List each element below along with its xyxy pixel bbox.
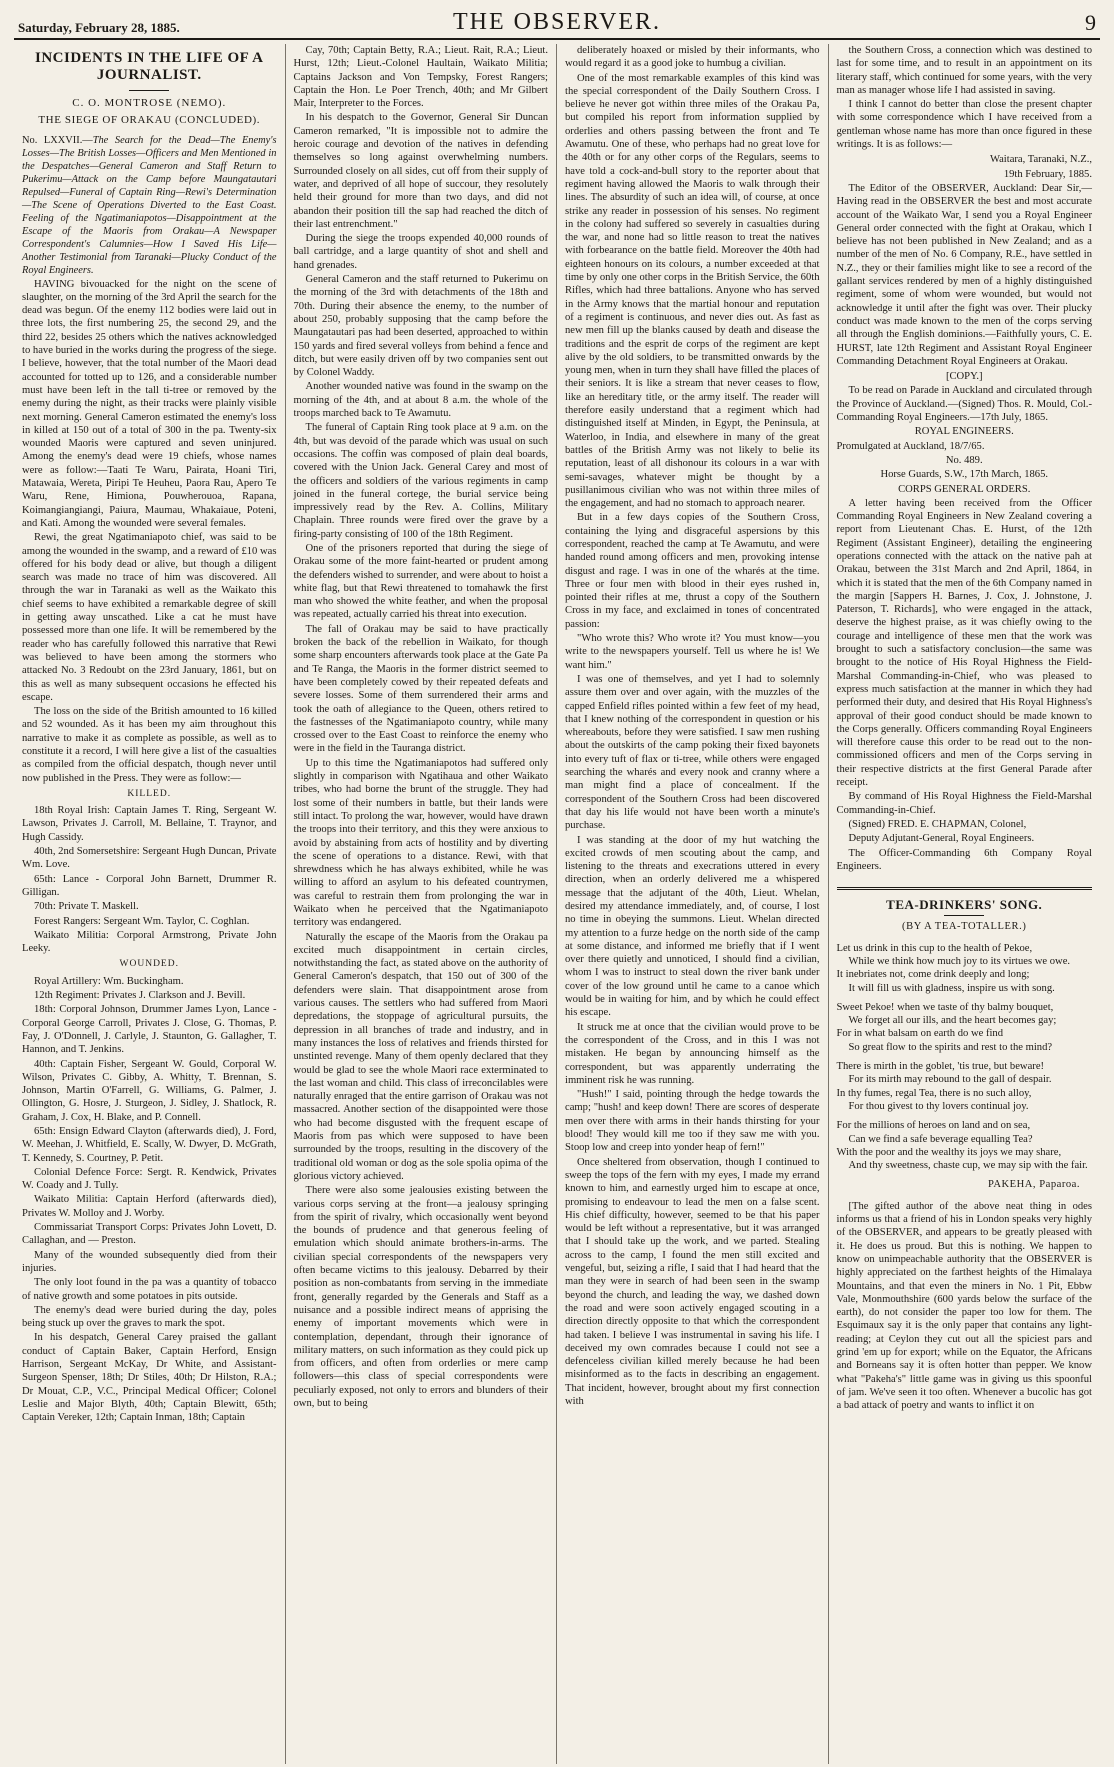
column-3-body — [565, 44, 820, 1408]
column-1 — [14, 44, 286, 1764]
casualty-entry: 40th, 2nd Somersetshire: Sergeant Hugh Duncan, Private Wm. Love. — [22, 846, 277, 871]
poem-stanza — [837, 1119, 1093, 1172]
copy-label: [COPY.] — [945, 371, 983, 383]
paragraph: Many of the wounded subsequently died from their injuries. — [22, 1249, 277, 1274]
casualty-entry: 12th Regiment: Privates J. Clarkson and J. Bevill. — [34, 990, 246, 1002]
poem-stanza — [837, 942, 1093, 995]
issue-date: Saturday, February 28, 1885. — [18, 20, 180, 35]
casualty-entry: 18th: Corporal Johnson, Drummer James Lyon, Lance - Corporal George Carroll, Privates J. Close, G. Thomas, P. Fay, J. O'Donnell, J. Carlyle, J. Staunton, G. Gallagher, T. Hannon, and T. Jenkins. — [22, 1004, 277, 1056]
chapter-number: No. LXXVII.— — [22, 134, 93, 146]
poem-body — [837, 942, 1093, 1173]
poem-line: Let us drink in this cup to the health of Pekoe, — [836, 942, 1033, 954]
casualty-entry: Waikato Militia: Captain Herford (afterwards died), Privates W. Molloy and J. Worby. — [22, 1194, 277, 1219]
copy-number: No. 489. — [945, 454, 983, 466]
article-byline: C. O. MONTROSE (NEMO). — [72, 97, 227, 109]
casualty-entry: Colonial Defence Force: Sergt. R. Kendwick, Privates W. Coady and J. Tully. — [22, 1166, 277, 1192]
paragraph: the Southern Cross, a connection which was destined to last for some time, and to result in an appointment on its literary staff, which continued for some years, with the very man as manager whose life I had assisted in saving. — [836, 45, 1092, 96]
column-2-body — [294, 44, 549, 1410]
casualty-entry: Royal Artillery: Wm. Buckingham. — [34, 975, 184, 987]
copy-intro: To be read on Parade in Auckland and circulated through the Province of Auckland.—(Signed) Thos. R. Mould, Col.-Commanding Royal Engineers.—17th July, 1865. — [836, 385, 1092, 424]
paragraph: During the siege the troops expended 40,000 rounds of ball cartridge, and a large quantity of shot and shell and hand grenades. — [293, 233, 548, 271]
paragraph: "Who wrote this? Who wrote it? You must know—you write to the newspapers yourself. Tell us where he is! We want him." — [565, 633, 820, 671]
poem-line: For its mirth may rebound to the gall of despair. — [848, 1074, 1052, 1086]
paragraph: General Cameron and the staff returned to Pukerimu on the morning of the 3rd with detachments of the 18th and 70th. During their absence the enemy, to the number of about 250, probably supposing that the camp before the Maungatautari pas had been deserted, approached to within 150 yards and fired several volleys from behind a fence and ditch, but were easily driven off by two companies sent out by Colonel Waddy. — [293, 274, 548, 379]
paragraph: Once sheltered from observation, though I continued to sweep the tops of the fern with my eyes, I made my errand known to him, and earnestly urged him to escape at once, promising to endeavour to lead the men on a false scent. His chief difficulty, however, seemed to be that his paper would be left without a representative, but it was arranged that I should take up the work, and we parted. Stealing across to the camp, I found the men still excited and vengeful, but, seizing a rifle, I said that I had heard that the man they were in search of had been seen in the swamp beyond the church, and leading the way, we dashed down the road and were soon actively engaged scouting in a direction directly opposite to that which the correspondent had taken. I believe I was instrumental in saving his life. I deceived my own comrades because I could not see a defenceless civilian killed merely because he had been misinformed as to the facts in describing an engagement. That incident, however, brought about my first connection with — [565, 1156, 820, 1407]
paragraph: The fall of Orakau may be said to have practically broken the back of the rebellion in Waikato, for though some sharp encounters afterwards took place at the Gate Pa and Te Ranga, the Maoris in the former district seemed to have been completely cowed by their repeated defeats and severe losses. Some of them surrendered their arms and took the oath of allegiance to the Queen, others retired to the fastnesses of the Ngatimaniapoto country, while many crossed over to the East Coast to reinforce the enemy who were in the field in the Tauranga district. — [293, 623, 548, 755]
paragraph: Another wounded native was found in the swamp on the morning of the 4th, and at about 8 a.m. the whole of the troops marched back to Te Awamutu. — [293, 381, 548, 420]
poem-rule — [944, 915, 984, 916]
column-1-body — [22, 278, 277, 785]
wounded-list — [22, 975, 277, 1248]
paragraph: One of the prisoners reported that during the siege of Orakau some of the more faint-hearted or prudent among the defenders wished to surrender, and were about to hoist a white flag, but that Rewi threatened to tomahawk the first man who showed the white feather, and when the proposal was repeated, actually carried his threat into execution. — [293, 542, 548, 621]
paragraph: The only loot found in the pa was a quantity of tobacco of native growth and some potatoes in pits outside. — [22, 1277, 277, 1302]
page-number: 9 — [1085, 10, 1096, 35]
letter-body: The Editor of the OBSERVER, Auckland: Dear Sir,—Having read in the OBSERVER the best and most accurate account of the Waikato War, I send you a Royal Engineer General order connected with the fight at Orakau, which I believe has not been published in New Zealand; and as a number of the men of No. 6 Company, R.E., have settled in N.Z., they or their families might like to see a record of the gallant services rendered by men of a highly distinguished regiment, some of whom were wounded, but would not acknowledge it until after the fight was over. Their plucky conduct was made known to the men of the corps serving all through the English dominions.—Faithfully yours, C. E. HURST, late 12th Regiment and Assistant Royal Engineer Commanding Detachment Royal Engineers at Orakau. — [836, 182, 1092, 367]
casualty-entry: 65th: Lance - Corporal John Barnett, Drummer R. Gilligan. — [22, 873, 277, 898]
letter-date: 19th February, 1885. — [1003, 168, 1092, 180]
column-1-end — [22, 1249, 277, 1425]
column-4-body — [837, 44, 1093, 151]
copy-by-command: By command of His Royal Highness the Field-Marshal Commanding-in-Chief. — [836, 791, 1092, 816]
poem-line: There is mirth in the goblet, 'tis true, but beware! — [836, 1061, 1045, 1073]
copy-body: A letter having been received from the Officer Commanding Royal Engineers in New Zealand covering a report from Lieutenant Chas. E. Hurst, of the 12th Regiment (Assistant Engineer), detailing the engineering operations connected with the attack on the native pah at Orakau, between the 31st March and 2nd April, 1864, in which it is stated that the men of the 6th Company named in the margin [Sappers H. Barnes, J. Cox, J. Johnstone, J. Paterson, T. Richards], who were engaged in the attack, deserve the highest praise, as it was chiefly owing to the courage and intelligence of these men that the work was brought to such a satisfactory conclusion—the same was brought to the notice of His Royal Highness the Field-Marshal Commanding-in-Chief, who was pleased to express much satisfaction at the manner in which they had performed their duty, and desired that His Royal Highness's approval of their good conduct should be made known to the Corps generally. Officers commanding Royal Engineers will therefore cause this order to be read out to the non-commissioned officers and men of the Corps serving in their respective districts at the first General Parade after receipt. — [836, 497, 1092, 789]
poem-line: While we think how much joy to its virtues we owe. — [848, 956, 1071, 967]
paragraph: One of the most remarkable examples of this kind was the special correspondent of the Daily Southern Cross. I believe he never got within three miles of the Orakau Pa, but compiled his report from information supplied by orderlies and others passing between the front and Te Awamutu. One of these, who perhaps had no great love for the 40th or for any other corps of the Regulars, seems to have told a cock-and-bull story to the reporter about that regiment having allowed the Maoris to walk through their lines. The absurdity of such an idea will, of course, at once strike any reader in possession of his senses. No regiment in the colony had suffered so severely in casualties during the war, and none had so little reason to treat the natives with forbearance on the battle field. Moreover the 40th had eighteen honours on its colours, a number exceeded at that time by only one other corps in the British Service, the 60th Rifles, which had three battalions. Anyone who has served in the Army knows that the martial honour and reputation of a regiment is continuous, and never dies out. As fast as new men fill up the blanks caused by death and disease the traditions and the esprit de corps of the regiment are kept alive by the old soldiers, to be transmitted onwards by the young men, when in turn they shall have filled the places of their seniors. It is like a stream that never ceases to flow, like an hereditary title, or the army itself. The reader will therefore easily understand that a regiment which had distinguished itself at Minden, in Egypt, the Peninsula, at Waterloo, in India, and elsewhere in many of the great battles of the British Army was not likely to belie its reputation, least of all dishonour its colours in a war with semi-savages, whatever might be thought by a pusillanimous civilian who was not within three miles of the engagement, and had no stomach to approach nearer. — [565, 72, 820, 510]
paragraph: HAVING bivouacked for the night on the scene of slaughter, on the morning of the 3rd April the search for the dead was begun. Of the enemy 112 bodies were laid out in three lots, the first numbering 25, the second 29, and the third 22, besides 25 others which the natives acknowledged to have buried in the works during the progress of the siege. I believe, however, that the total number of the Maori dead accounted for totted up to 126, and a considerable number must have been left in the tall ti-tree or removed by the enemy during the night, as their tracks were plainly visible next morning. General Cameron estimated the enemy's loss in killed at 150 out of a total of 300 in the pa. Twenty-six wounded Maoris were captured and seven uninjured. Among the enemy's dead were 19 chiefs, whose names were as follow:—Taati Te Waru, Pairata, Hoani Tiri, Matawaia, Wereta, Piripi Te Heuheu, Paora Rau, Apero Te Waru, Rene, Himiona, Pouwherouoa, Rapana, Koimangiangiangi, Paiura, Maumau, Whakaiaue, Poteni, and Kati. Among the wounded were several females. — [22, 278, 277, 529]
paragraph: The loss on the side of the British amounted to 16 killed and 52 wounded. As it has been my aim throughout this narrative to make it as complete as possible, as well as to constitute it a record, I will here give a list of the casualties as compiled from the official despatch, though never until now published in the Press. They were as follow:— — [22, 706, 277, 784]
paragraph: deliberately hoaxed or misled by their informants, who would regard it as a good joke to humbug a civilian. — [565, 45, 820, 70]
poem-line: Sweet Pekoe! when we taste of thy balmy bouquet, — [836, 1001, 1054, 1013]
column-4 — [829, 44, 1101, 1764]
editor-note: [The gifted author of the above neat thing in odes informs us that a friend of his in London speaks very highly of the OBSERVER, and appears to be greatly pleased with it. He does us proud. But this is nothing. We happen to know on unimpeachable authority that the OBSERVER is highly appreciated on the farthest heights of the Himalaya Mountains, and that even the miners in No. 1 Pit, Ebbw Vale, Monmouthshire (600 yards below the surface of the earth), do not consider the paper too low for them. The Esquimaux say it is the only paper that contains any light-reading; at Ceylon they cut out all the spiciest pars and grind 'em up for export; while on the Equator, the Africans and Borneans say it is often hotter than pepper. We know what "Pakeha's" little game was in giving us this spoonful of jam. We've seen it too often. Whenever a bucolic has got a bad attack of poetry and wants to inflict it on — [836, 1200, 1092, 1412]
poem-line: It inebriates not, come drink deeply and long; — [836, 969, 1030, 981]
copy-horse-guards: Horse Guards, S.W., 17th March, 1865. — [880, 469, 1049, 481]
casualty-entry: Waikato Militia: Corporal Armstrong, Private John Leeky. — [22, 929, 277, 955]
poem-line: For the millions of heroes on land and on sea, — [836, 1120, 1031, 1132]
casualty-entry: Forest Rangers: Sergeant Wm. Taylor, C. Coghlan. — [34, 915, 250, 927]
paragraph: Up to this time the Ngatimaniapotos had suffered only slightly in comparison with Ngatihaua and other Waikato tribes, who had borne the brunt of the struggle. They had lost some of their numbers in battle, but their lands were still intact. To prolong the war, however, would have drawn the troops into their territory, and this they were anxious to avoid by abstaining from acts of hostility and by diverting the scene of operations to a distance. Rewi, with that shrewdness which he has always exhibited, while he was willing to afford an asylum to his defeated countrymen, was careful to restrain them from prolonging the war in Waikato when he perceived that the Ngatimaniapoto territory was endangered. — [293, 757, 548, 929]
paragraph: The funeral of Captain Ring took place at 9 a.m. on the 4th, but was devoid of the parade which was usual on such occasions. The coffin was composed of plain deal boards, covered with the Union Jack. General Carey and most of the officers and soldiers of the various regiments in camp joined in the funeral cortege, the burial service being impressively read by the Rev. A. Collins, Military Chaplain. Three rounds were fired over the grave by a firing-party consisting of 100 of the 18th Regiment. — [293, 422, 548, 540]
poem-title: TEA-DRINKERS' SONG. — [837, 887, 1093, 911]
copy-orders-head: CORPS GENERAL ORDERS. — [898, 483, 1031, 495]
killed-heading: KILLED. — [127, 788, 172, 799]
letter — [837, 153, 1093, 368]
column-3 — [557, 44, 829, 1764]
chapter-summary-text: The Search for the Dead—The Enemy's Losses—The British Losses—Officers and Men Mentioned in the Despatches—General Cameron and Staff Return to Pukerimu—Attack on the Camp before Maungatautari Repulsed—Funeral of Captain Ring—Rewi's Determination—The Scene of Operations Diverted to the East Coast. Feeling of the Ngatimaniapotos—Disappointment at the Escape of the Maoris from Orakau—A Newspaper Correspondent's Calumnies—How I Saved His Life—Another Testimonial from Taranaki—Plucky Conduct of the Royal Engineers. — [22, 134, 277, 276]
section-heading: THE SIEGE OF ORAKAU (CONCLUDED). — [38, 114, 261, 127]
chapter-summary — [22, 134, 277, 277]
copy-re: ROYAL ENGINEERS. — [914, 426, 1014, 438]
paragraph: In his despatch to the Governor, General Sir Duncan Cameron remarked, "It is impossible not to admire the heroic courage and devotion of the natives in defending themselves so long against overwhelming numbers. Surrounded closely on all sides, cut off from their supply of water, and deprived of all hope of succour, they resolutely held their ground for more than two days, and did not abandon their position till the sap had reached the ditch of their last entrenchment." — [293, 112, 548, 230]
poem-line: And thy sweetness, chaste cup, we may sip with the fair. — [848, 1160, 1088, 1172]
poem-line: For in what balsam on earth do we find — [836, 1028, 1004, 1040]
copy-promulgated: Promulgated at Auckland, 18/7/65. — [836, 440, 985, 452]
wounded-heading: WOUNDED. — [119, 959, 179, 970]
poem-byline: (BY A TEA-TOTALLER.) — [902, 921, 1027, 933]
casualty-entry: 40th: Captain Fisher, Sergeant W. Gould, Corporal W. Wilson, Privates C. Gibby, A. Whitty, T. Brennan, S. Johnson, Martin O'Farrell, G. Williams, G. Palmer, J. Ollington, G. Hosre, J. Sturgeon, J. Sidley, J. Shatlock, R. Graham, J. Cox, H. Blake, and P. Connell. — [22, 1058, 277, 1123]
poem-line: With the poor and the wealthy its joys we may share, — [836, 1146, 1062, 1158]
casualty-entry: 18th Royal Irish: Captain James T. Ring, Sergeant W. Lawson, Privates J. Carroll, M. Bellaine, T. Traynor, and Hugh Cassidy. — [22, 805, 277, 843]
title-rule — [129, 90, 169, 91]
poem-stanza — [837, 1060, 1093, 1113]
paragraph: It struck me at once that the civilian would prove to be the correspondent of the Cross, and in this I was not mistaken. He began by announcing himself as the correspondent, but was apparently underrating the imminent risk he was running. — [565, 1021, 820, 1086]
columns — [14, 44, 1100, 1764]
copy-officer: The Officer-Commanding 6th Company Royal Engineers. — [836, 847, 1092, 872]
paragraph: I was one of themselves, and yet I had to solemnly assure them over and over again, with the muzzles of the capped Enfield rifles pointed within a few feet of my head, that I knew nothing of the correspondent in question or his whereabouts, before they were satisfied. I saw men rushing about the outskirts of the camp poking their fixed bayonets into every tuft of flax or ti-tree, while others were engaged searching the wharés and every nook and cranny where a man might find a place of concealment. If the correspondent of the Southern Cross had been discovered that day his life would not have been worth a minute's purchase. — [565, 673, 820, 832]
poem-line: So great flow to the spirits and rest to the mind? — [848, 1041, 1053, 1053]
poem-stanza — [837, 1001, 1093, 1054]
paragraph: There were also some jealousies existing between the various corps serving at the front—a jealousy springing from the spirit of rivalry, which occasionally went beyond the bounds of prudence and that generous feeling of emulation which should animate brothers-in-arms. The civilian special correspondents of the newspapers very often became victims to this jealousy. Debarred by their position as non-combatants from serving in the immediate front, generally regarded by the Generals and Staff as a nuisance and a possible indirect means of apprising the enemy of important movements which were in contemplation, dependant, through their ignorance of military matters, on such information as they could pick up from officers, and often from orderlies or mere camp followers—this class of special correspondents were peculiarly exposed, not only to errors and blunders of their own, but to being — [293, 1185, 548, 1409]
article-title: INCIDENTS IN THE LIFE OF A JOURNALIST. — [35, 50, 264, 83]
paragraph: The enemy's dead were buried during the day, poles being stuck up over the graves to mark the spot. — [22, 1304, 277, 1330]
poem-line: For thou givest to thy lovers continual joy. — [848, 1100, 1029, 1112]
casualty-entry: 70th: Private T. Maskell. — [34, 901, 139, 913]
casualty-entry: 65th: Ensign Edward Clayton (afterwards died), J. Ford, W. Meehan, J. Whitfield, E. Scally, W. Dwyer, D. McGrath, T. Kennedy, S. Courtney, P. Petit. — [22, 1126, 277, 1164]
poem-line: In thy fumes, regal Tea, there is no such alloy, — [836, 1087, 1032, 1099]
paragraph: "Hush!" I said, pointing through the hedge towards the camp; "hush! and keep down! There are scores of desperate men over there with arms in their hands thirsting for your blood! They would kill me too if they saw me with you. Stoop low and creep into yonder heap of fern!" — [565, 1089, 820, 1154]
poem-line: Can we find a safe beverage equalling Tea? — [848, 1133, 1033, 1145]
letter-place: Waitara, Taranaki, N.Z., — [989, 154, 1092, 166]
paragraph: Cay, 70th; Captain Betty, R.A.; Lieut. Rait, R.A.; Lieut. Hurst, 12th; Lieut.-Colonel Haultain, Waikato Militia; Captains Jackson and Von Tempsky, Forest Rangers; Captain the Hon. Le Poer Trench, 40th; and Mr Gilbert Mair, Interpreter to the Forces. — [293, 45, 548, 110]
paragraph: I was standing at the door of my hut watching the excited crowds of men scouting about the camp, and listening to the threats and execrations uttered in every direction, when an orderly delivered me a whispered message that the adjutant of the 40th, Lieut. Whelan, desired my attendance immediately, and, of course, I lost no time in obeying the summons. Lieut. Whelan directed my attention to a furze hedge on the north side of the camp at some distance, and informed me briefly that if I went over there quietly and unnoticed, I should find a civilian, whom I was to instruct to steal down the river bank under cover of the low ground until he came to a canoe which would be in waiting for him, and by which he could effect his escape. — [565, 834, 820, 1019]
poem-line: We forget all our ills, and the heart becomes gay; — [848, 1015, 1057, 1027]
copy-signed: (Signed) FRED. E. CHAPMAN, Colonel, — [848, 818, 1027, 830]
poem-line: It will fill us with gladness, inspire us with song. — [848, 982, 1055, 994]
paragraph: But in a few days copies of the Southern Cross, containing the lying and disgraceful aspersions by this correspondent, reached the camp at Te Awamutu, and were handed round among officers and men, provoking intense disgust and rage. I was in one of the wharés at the time. Three or four men with blood in their eyes rushed in, pointed their rifles at me, thrust a copy of the Southern Cross in my face, and exclaimed in tones of concentrated passion: — [565, 512, 820, 630]
copy-deputy: Deputy Adjutant-General, Royal Engineers. — [848, 833, 1035, 845]
paragraph: I think I cannot do better than close the present chapter with some correspondence which I have received from a gentleman whose name has more than once figured in these writings. It is as follows:— — [836, 99, 1092, 151]
killed-list — [22, 804, 277, 955]
paragraph: Naturally the escape of the Maoris from the Orakau pa excited much disappointment in certain circles, notwithstanding the fact, as stated above on the authority of General Cameron's despatch, that 150 out of 300 of the defenders were slain. That disappointment arose from various causes. The settlers who had suffered from Maori depredations, the stoppage of agricultural pursuits, the depression in all branches of trade and industry, and in many instances the loss of relatives and friends thirsted for unstinted revenge. Many of them openly declared that they would be glad to see the whole Maori race exterminated to the last woman and child. This class of irreconcilables were naturally enraged that the entire garrison of Orakau was not massacred. Another section of the disappointed were those who had become disgusted with the frequent escape of Maoris from pas which were supposed to have been surrounded by the troops, resulting in the discovery of the traditional old woman or dog as the sole spolia opima of the glorious victory achieved. — [293, 931, 548, 1182]
poem-signature: PAKEHA, Paparoa. — [987, 1179, 1080, 1191]
newspaper-title: THE OBSERVER. — [452, 9, 662, 35]
masthead — [14, 6, 1100, 40]
paragraph: In his despatch, General Carey praised the gallant conduct of Captain Baker, Captain Herford, Ensign Harrison, Sergeant McKay, Dr White, and Assistant-Surgeon Spenser, 18th; Dr Stiles, 40th; Dr Hilston, R.A.; Dr Mouat, C.P., V.C., Principal Medical Officer; Colonel Leslie and Major Blyth, 40th; Captain Blewitt, 65th; Captain Vereker, 12th; Captain Inman, 18th; Captain — [22, 1332, 277, 1424]
paragraph: Rewi, the great Ngatimaniapoto chief, was said to be among the wounded in the swamp, and a reward of £10 was offered for his body dead or alive, but though a diligent search was made no trace of him was discovered. All through the war in Taranaki as well as the Waikato this chief seems to have exhibited a remarkable degree of skill in getting away unscathed. Like a cat he must have possessed more than one life. It will be remembered by the reader who has carefully followed this narrative that Rewi was believed to have been among the stormers who attacked No. 3 Redoubt on the 23rd January, 1861, but on this as well as many subsequent occasions he effected his escape. — [22, 532, 277, 703]
casualty-entry: Commissariat Transport Corps: Privates John Lovett, D. Callaghan, and — Preston. — [22, 1222, 277, 1247]
column-2 — [286, 44, 558, 1764]
